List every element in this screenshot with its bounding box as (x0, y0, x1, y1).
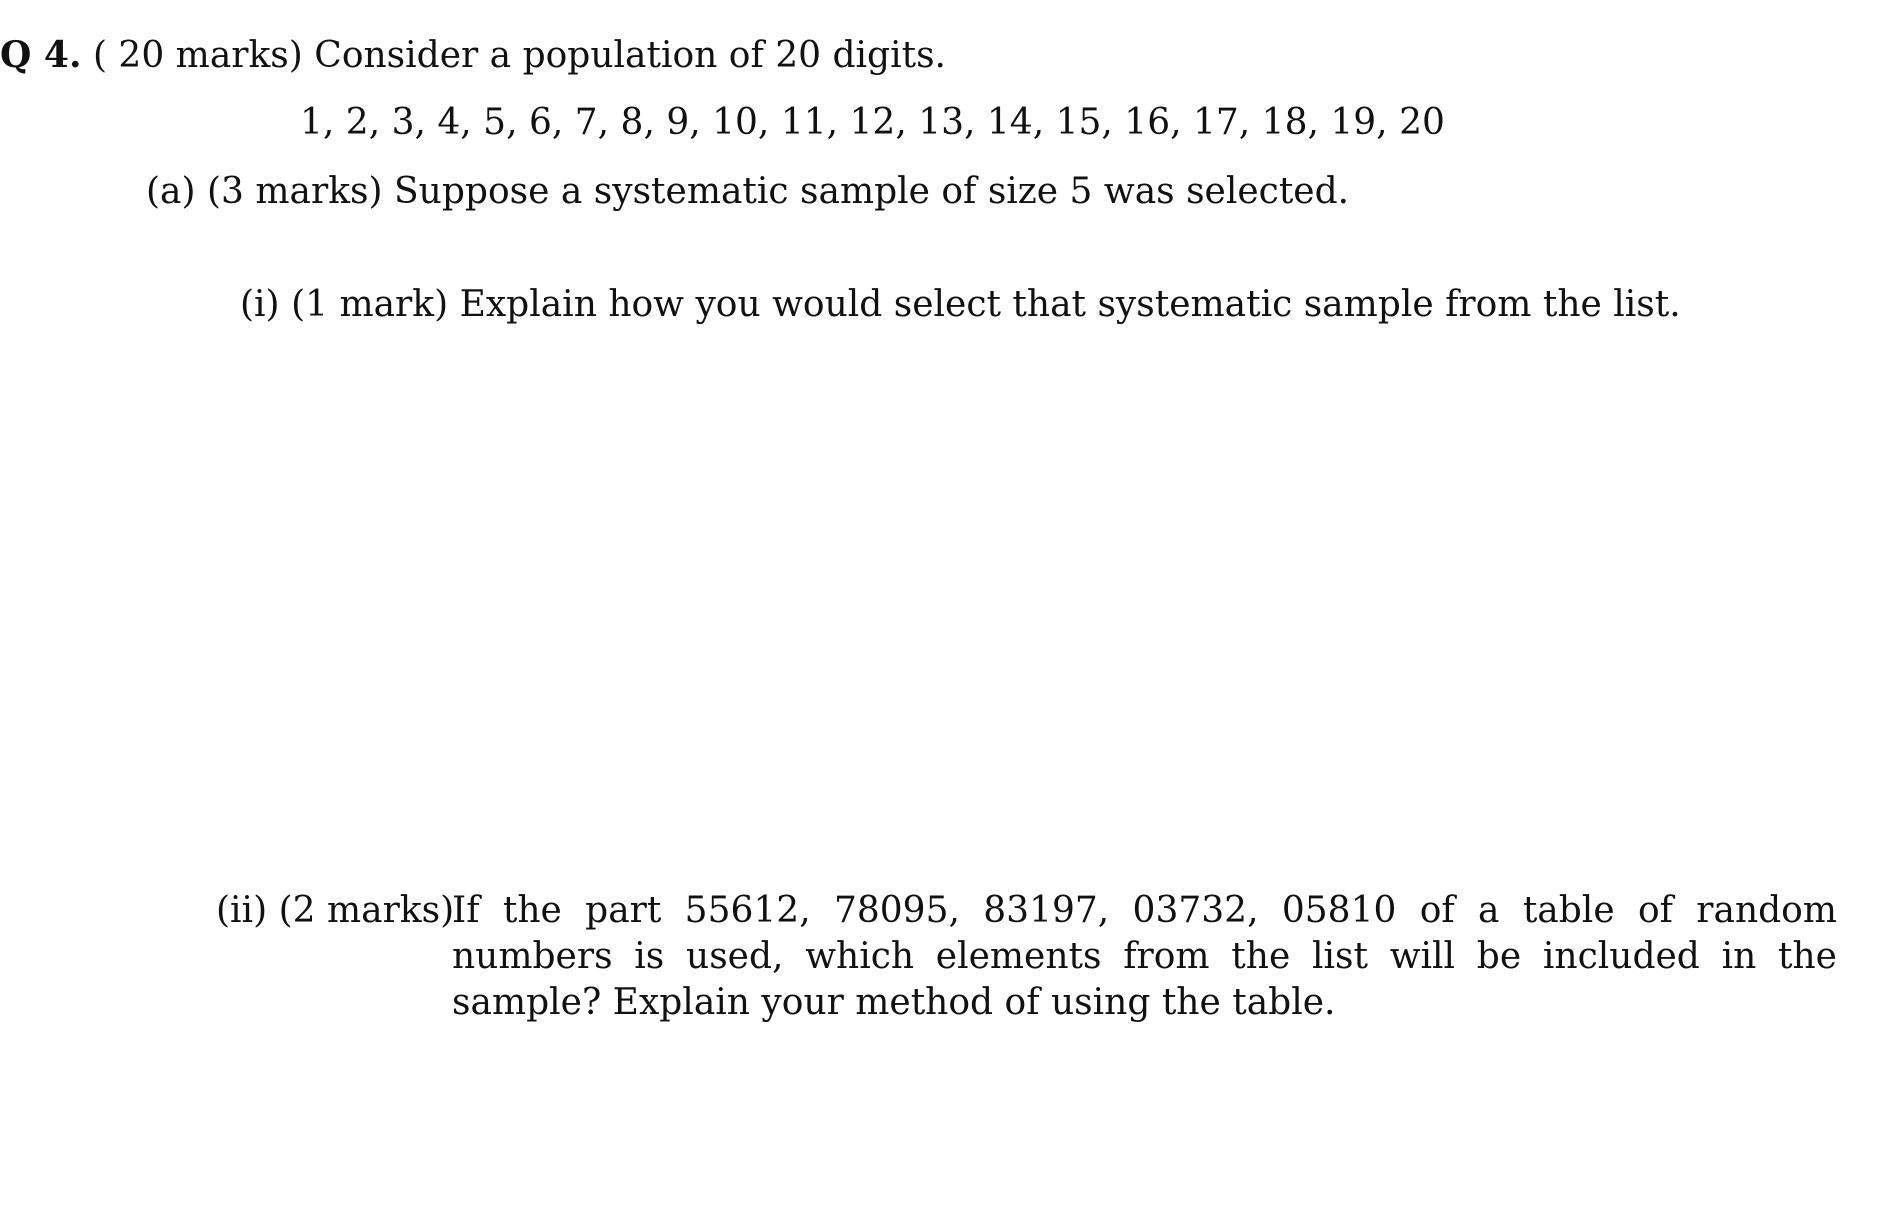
part-a (146, 169, 1349, 215)
population-list: 1, 2, 3, 4, 5, 6, 7, 8, 9, 10, 11, 12, 13, 14, 15, 16, 17, 18, 19, 20 (300, 102, 1445, 143)
part-ii-marks: (2 marks) (278, 890, 455, 931)
answer-space-part-i (240, 340, 1740, 860)
part-ii-text: If the part 55612, 78095, 83197, 03732, 05810 of a table of random numbers is used, which elements from the list will be included in the sample? Explain your method of using the table. (452, 890, 1837, 1023)
answer-space-part-ii (240, 1040, 1740, 1200)
part-ii-heading (216, 888, 454, 934)
question-marks: ( 20 marks) (92, 35, 303, 76)
part-i-text: Explain how you would select that systematic sample from the list. (459, 284, 1681, 325)
part-i-label: (i) (240, 284, 280, 325)
question-header (0, 32, 946, 79)
part-i (240, 282, 1681, 328)
part-a-label: (a) (146, 171, 196, 212)
part-ii-label: (ii) (216, 890, 268, 931)
part-a-marks: (3 marks) (207, 171, 383, 212)
question-number: Q 4. (0, 34, 82, 76)
part-a-text: Suppose a systematic sample of size 5 was selected. (394, 171, 1350, 212)
question-prompt: Consider a population of 20 digits. (314, 35, 946, 76)
part-i-marks: (1 mark) (291, 284, 449, 325)
